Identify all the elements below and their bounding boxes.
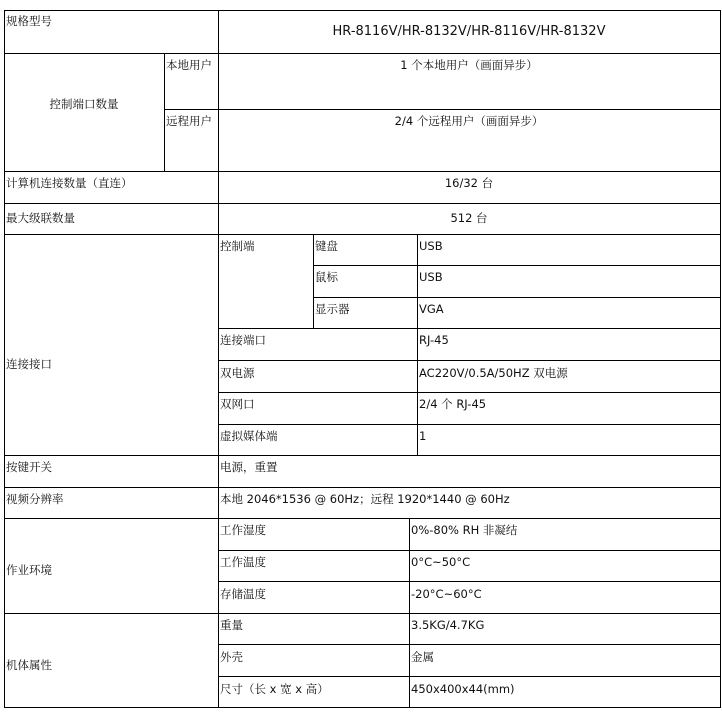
storage-temp-value: -20°C~60°C (411, 587, 482, 601)
table-border-bottom (4, 707, 720, 708)
col-divider (417, 234, 418, 455)
row-divider (218, 360, 720, 361)
console-label: 控制端 (220, 239, 255, 253)
remote-user-label: 远程用户 (166, 114, 212, 128)
row-divider (164, 109, 720, 110)
row-divider (218, 550, 720, 551)
row-divider (218, 424, 720, 425)
control-ports-label: 控制端口数量 (49, 97, 119, 111)
keyboard-value: USB (419, 239, 443, 253)
row-divider (4, 487, 720, 488)
dual-network-label: 双网口 (220, 397, 255, 411)
weight-value: 3.5KG/4.7KG (411, 618, 485, 632)
row-divider (4, 53, 720, 54)
row-divider (218, 581, 720, 582)
switches-value: 电源，重置 (220, 460, 278, 474)
link-port-value: RJ-45 (419, 333, 449, 347)
row-divider (4, 171, 720, 172)
row-divider (313, 265, 720, 266)
resolution-label: 视频分辨率 (6, 492, 64, 506)
dimensions-label: 尺寸（长 x 宽 x 高） (220, 682, 329, 696)
row-divider (4, 455, 720, 456)
environment-label: 作业环境 (6, 563, 52, 577)
remote-user-value: 2/4 个远程用户（画面异步） (394, 114, 544, 128)
dual-network-value: 2/4 个 RJ-45 (419, 397, 487, 411)
max-cascade-value: 512 台 (450, 211, 488, 225)
storage-temp-label: 存储温度 (220, 587, 266, 601)
weight-label: 重量 (220, 618, 243, 632)
dimensions-value: 450x400x44(mm) (411, 682, 515, 696)
monitor-value: VGA (419, 302, 444, 316)
row-divider (313, 297, 720, 298)
mouse-value: USB (419, 270, 443, 284)
row-divider (218, 676, 720, 677)
mouse-label: 鼠标 (315, 270, 338, 284)
housing-value: 金属 (411, 650, 434, 664)
row-divider (218, 328, 720, 329)
local-user-value: 1 个本地用户（画面异步） (400, 58, 538, 72)
table-border-right (720, 10, 721, 708)
chassis-label: 机体属性 (6, 658, 52, 672)
table-border-left (4, 10, 5, 708)
virtual-media-label: 虚拟媒体端 (220, 429, 278, 443)
col-divider (218, 10, 219, 708)
row-divider (4, 613, 720, 614)
housing-label: 外壳 (220, 650, 243, 664)
row-divider (218, 392, 720, 393)
humidity-value: 0%-80% RH 非凝结 (411, 523, 518, 537)
col-divider (164, 53, 165, 171)
local-user-label: 本地用户 (166, 58, 212, 72)
dual-power-value: AC220V/0.5A/50HZ 双电源 (419, 366, 568, 380)
model-value: HR-8116V/HR-8132V/HR-8116V/HR-8132V (332, 24, 606, 39)
row-divider (4, 203, 720, 204)
col-divider (313, 234, 314, 328)
monitor-label: 显示器 (315, 302, 350, 316)
switches-label: 按键开关 (6, 460, 52, 474)
dual-power-label: 双电源 (220, 366, 255, 380)
keyboard-label: 键盘 (315, 239, 338, 253)
col-divider (409, 518, 410, 707)
row-divider (4, 234, 720, 235)
interfaces-label: 连接接口 (6, 357, 52, 371)
humidity-label: 工作湿度 (220, 523, 266, 537)
max-cascade-label: 最大级联数量 (6, 211, 75, 225)
computer-conn-value: 16/32 台 (444, 176, 494, 190)
virtual-media-value: 1 (419, 429, 427, 443)
resolution-value: 本地 2046*1536 @ 60Hz；远程 1920*1440 @ 60Hz (220, 492, 510, 506)
op-temp-label: 工作温度 (220, 555, 266, 569)
link-port-label: 连接端口 (220, 333, 266, 347)
model-label: 规格型号 (6, 14, 52, 28)
row-divider (4, 518, 720, 519)
computer-conn-label: 计算机连接数量（直连） (6, 176, 133, 190)
op-temp-value: 0°C~50°C (411, 555, 471, 569)
row-divider (218, 644, 720, 645)
table-border-top (4, 10, 720, 11)
